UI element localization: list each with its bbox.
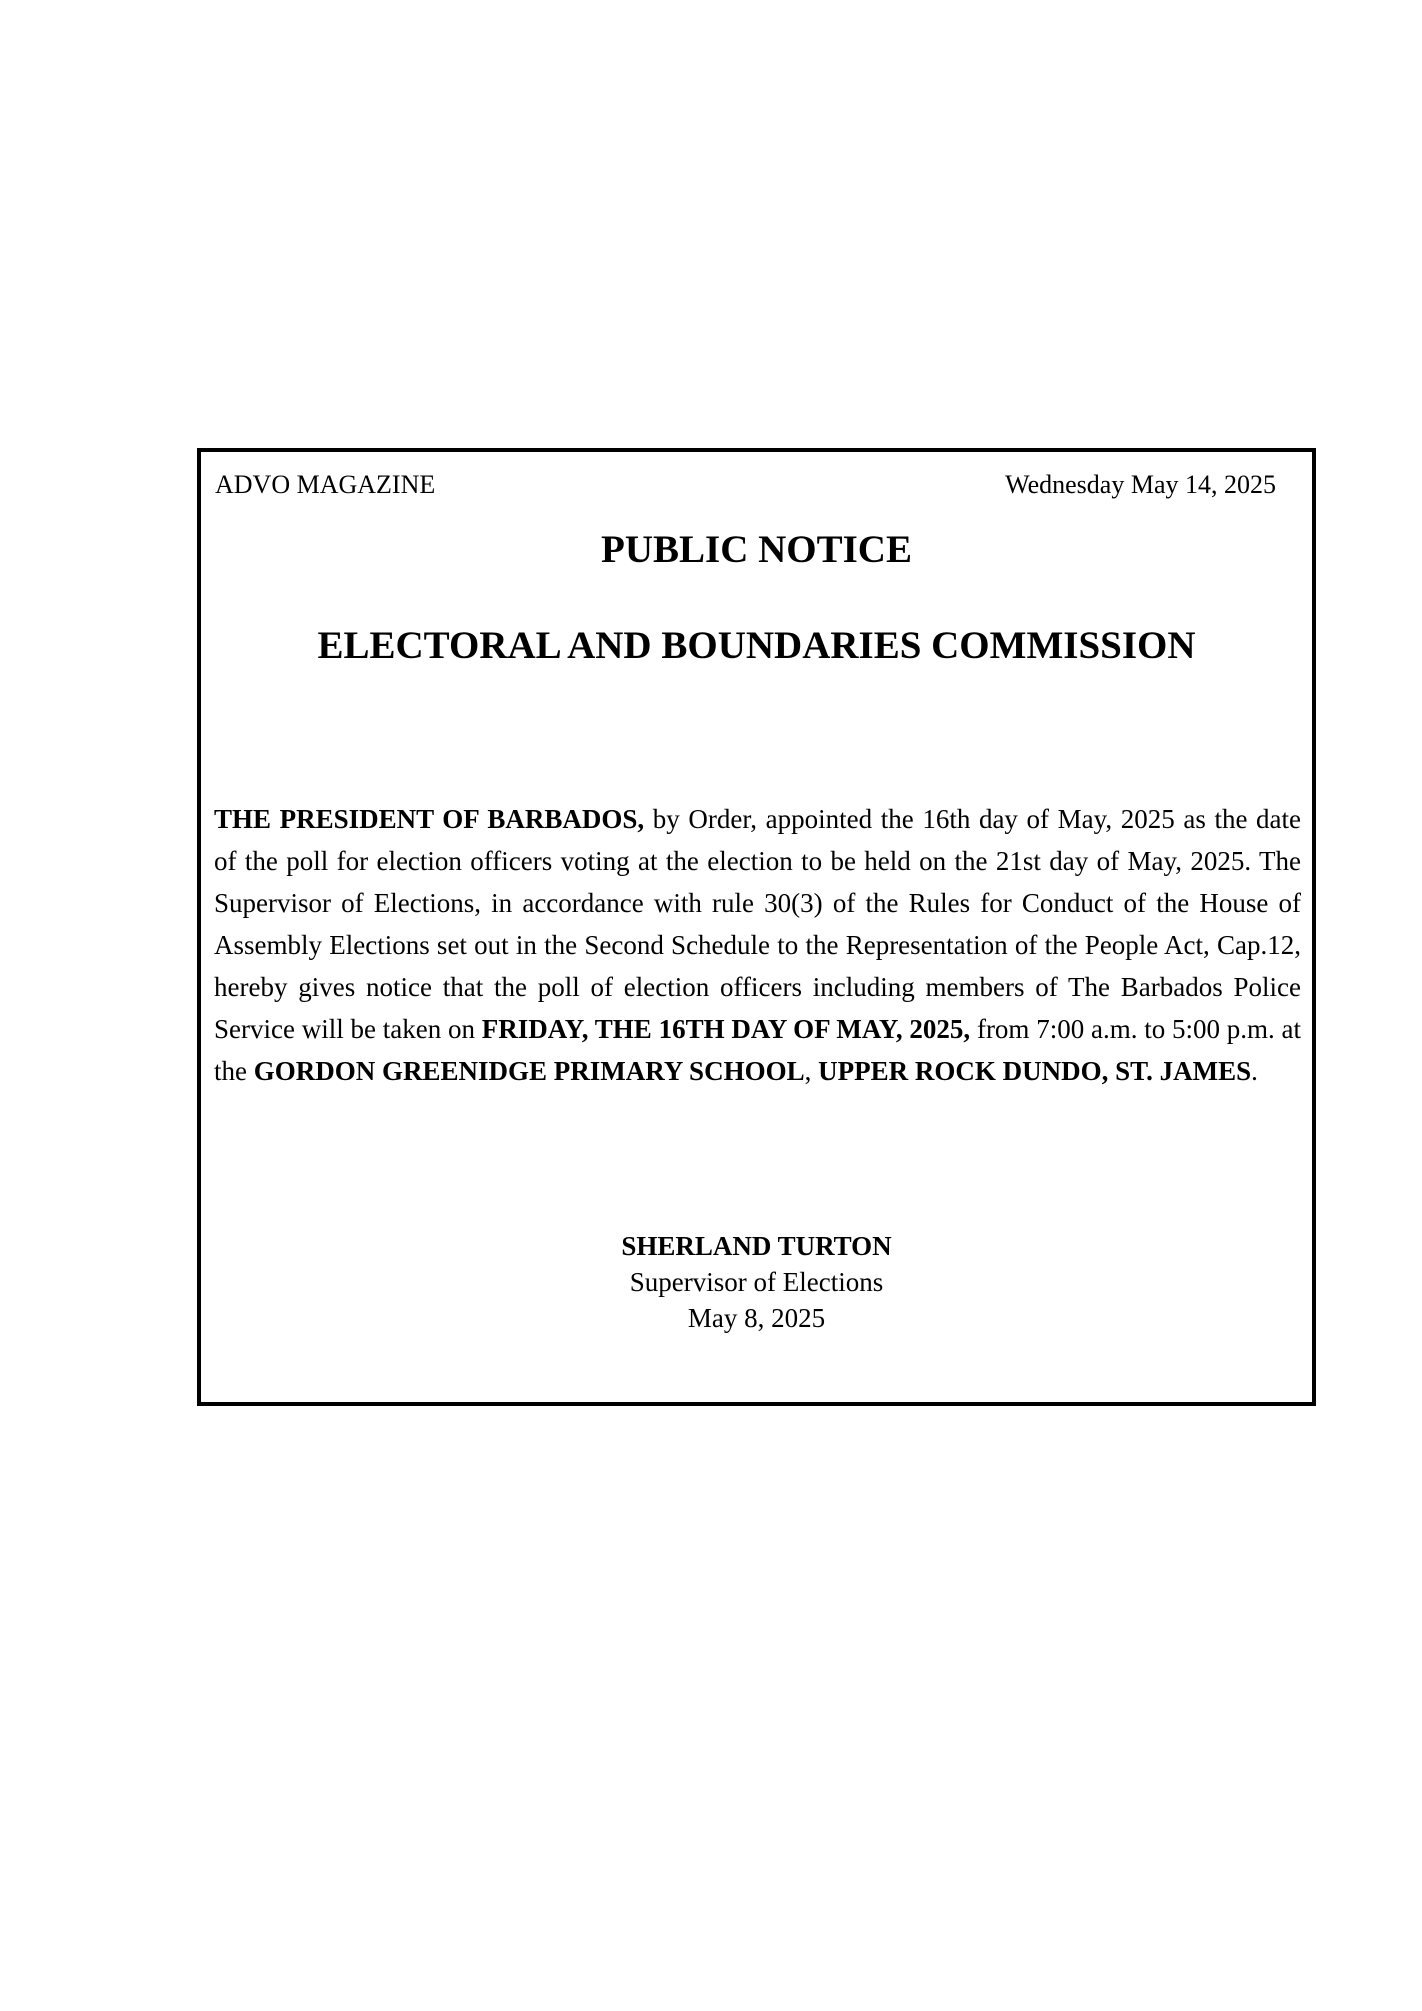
publication-name: ADVO MAGAZINE	[215, 470, 436, 499]
body-text-4: .	[1251, 1056, 1258, 1086]
body-lead: THE PRESIDENT OF BARBADOS,	[214, 804, 645, 834]
poll-date: FRIDAY, THE 16TH DAY OF MAY, 2025,	[481, 1014, 971, 1044]
publication-date: Wednesday May 14, 2025	[1005, 470, 1276, 499]
signatory-title: Supervisor of Elections	[629, 1267, 884, 1297]
venue-school: GORDON GREENIDGE PRIMARY SCHOOL	[253, 1056, 805, 1086]
signature-date: May 8, 2025	[687, 1303, 826, 1333]
agency-title: ELECTORAL AND BOUNDARIES COMMISSION	[317, 624, 1196, 667]
notice-title: PUBLIC NOTICE	[601, 528, 912, 571]
masthead	[215, 470, 1276, 500]
body-text-3: ,	[804, 1056, 819, 1086]
body-text-1: by Order, appointed the 16th day of May, 2025 as the date of the poll for election officers voting at the election to be held on the 21st day of May, 2025. The Supervisor of Elections, in accordance with rule 30(3) of the Rules for Conduct of the House of Assembly Elections set out in the Second Schedule to the Representation of the People Act, Cap.12, hereby gives notice that the poll of election officers including members of The Barbados Police Service will be taken on	[214, 804, 1302, 1044]
signature-block	[201, 1228, 1312, 1336]
signatory-name: SHERLAND TURTON	[621, 1231, 892, 1261]
body-text-2: from 7:00 a.m. to 5:00 p.m. at the	[214, 1014, 1301, 1086]
venue-location: UPPER ROCK DUNDO, ST. JAMES	[818, 1056, 1252, 1086]
notice-body	[214, 798, 1301, 1092]
public-notice-box	[197, 448, 1316, 1406]
